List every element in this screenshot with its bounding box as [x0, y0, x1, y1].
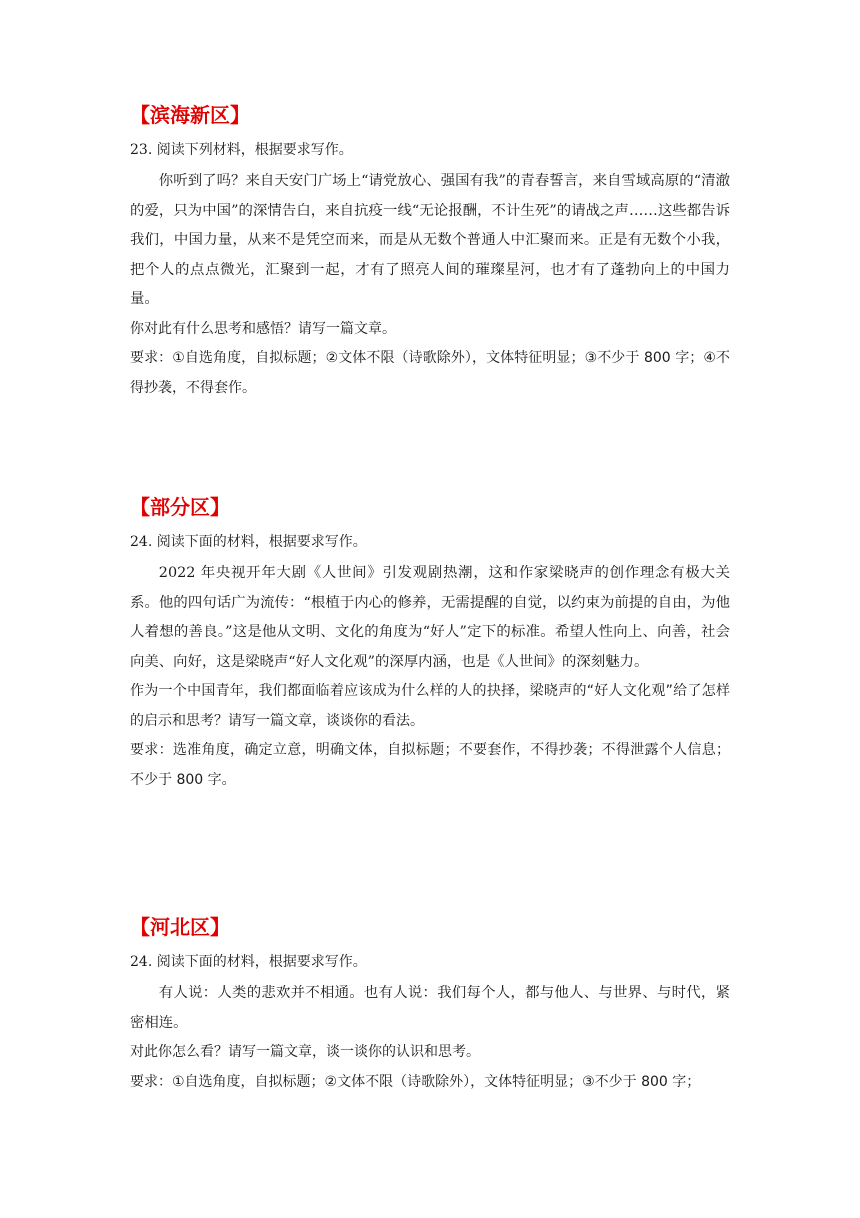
requirements: 要求：①自选角度，自拟标题；②文体不限（诗歌除外），文体特征明显；③不少于 800 字； — [130, 1073, 701, 1090]
region-heading: 【部分区】 — [130, 495, 230, 519]
requirements: 要求：①自选角度，自拟标题；②文体不限（诗歌除外），文体特征明显；③不少于 800 字；④不得抄袭，不得套作。 — [130, 350, 730, 396]
question-title: 24. 阅读下面的材料，根据要求写作。 — [130, 954, 367, 970]
material-paragraph: 有人说：人类的悲欢并不相通。也有人说：我们每个人，都与他人、与世界、与时代，紧密相连。 — [130, 985, 730, 1031]
section-bufen — [130, 492, 730, 795]
question-title: 23. 阅读下列材料，根据要求写作。 — [130, 142, 353, 158]
question-title: 24. 阅读下面的材料，根据要求写作。 — [130, 534, 367, 550]
region-heading: 【河北区】 — [130, 915, 230, 939]
section-hebei — [130, 912, 730, 1097]
writing-prompt: 对此你怎么看？请写一篇文章，谈一谈你的认识和思考。 — [130, 1044, 480, 1060]
region-heading: 【滨海新区】 — [130, 103, 250, 127]
writing-prompt: 作为一个中国青年，我们都面临着应该成为什么样的人的抉择，梁晓声的“好人文化观”给了怎样的启示和思考？请写一篇文章，谈谈你的看法。 — [130, 683, 730, 729]
requirements: 要求：选准角度，确定立意，明确文体，自拟标题；不要套作，不得抄袭；不得泄露个人信息；不少于 800 字。 — [130, 742, 730, 788]
material-paragraph: 2022 年央视开年大剧《人世间》引发观剧热潮，这和作家梁晓声的创作理念有极大关系。他的四句话广为流传：“根植于内心的修养，无需提醒的自觉，以约束为前提的自由，为他人着想的善良。”这是他从文明、文化的角度为“好人”定下的标准。希望人性向上、向善，社会向美、向好，这是梁晓声“好人文化观”的深厚内涵，也是《人世间》的深刻魅力。 — [130, 565, 730, 670]
material-paragraph: 你听到了吗？来自天安门广场上“请党放心、强国有我”的青春誓言，来自雪域高原的“清澈的爱，只为中国”的深情告白，来自抗疫一线“无论报酬，不计生死”的请战之声……这些都告诉我们，中国力量，从来不是凭空而来，而是从无数个普通人中汇聚而来。正是有无数个小我，把个人的点点微光，汇聚到一起，才有了照亮人间的璀璨星河，也才有了蓬勃向上的中国力量。 — [130, 173, 730, 307]
section-binhai — [130, 100, 730, 403]
writing-prompt: 你对此有什么思考和感悟？请写一篇文章。 — [130, 320, 396, 337]
